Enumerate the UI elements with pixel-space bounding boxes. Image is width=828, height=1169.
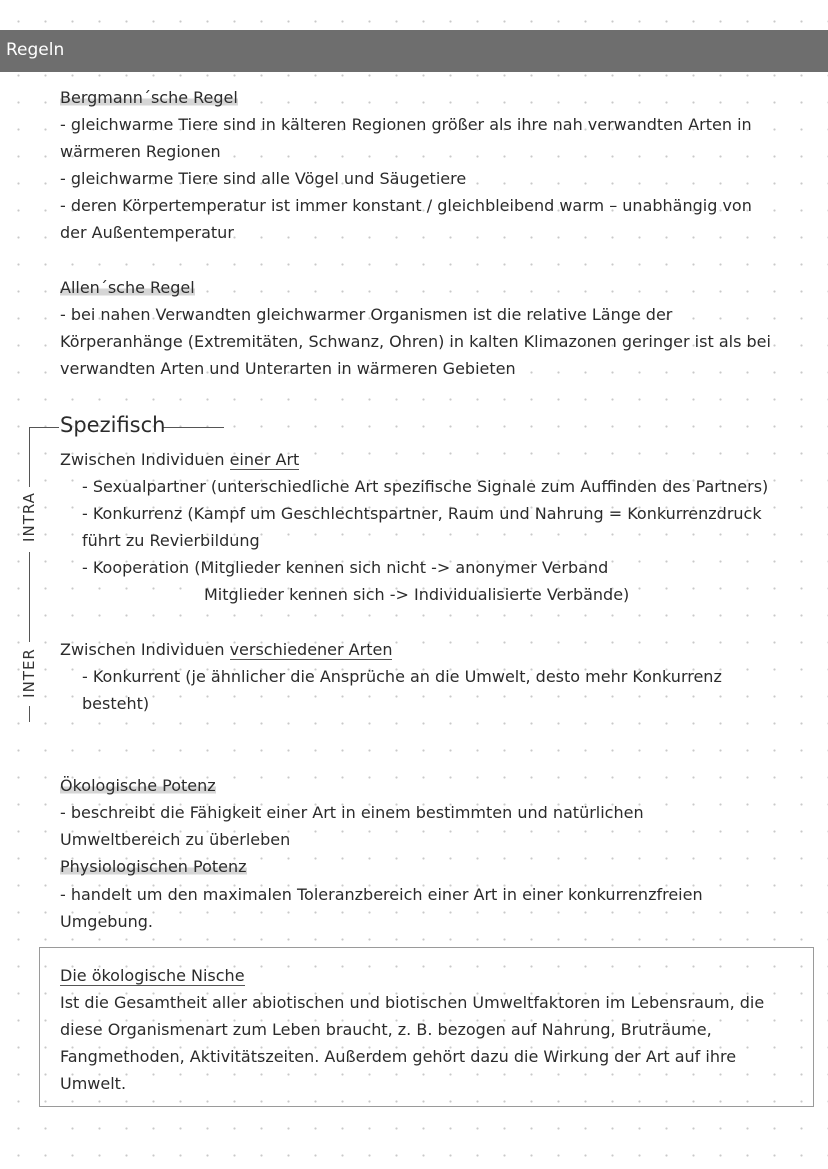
bergmann-line-2: wärmeren Regionen	[60, 142, 221, 161]
phys-potenz-line-1: - handelt um den maximalen Toleranzbereich einer Art in einer konkurrenzfreien	[60, 885, 703, 904]
spezifisch-title: Spezifisch	[60, 413, 166, 437]
nische-title: Die ökologische Nische	[60, 966, 245, 985]
allen-line-3: verwandten Arten und Unterarten in wärmeren Gebieten	[60, 359, 516, 378]
intra-line-5: Mitglieder kennen sich -> Individualisierte Verbände)	[204, 585, 630, 604]
bracket-top-right	[162, 427, 224, 428]
bergmann-line-1: - gleichwarme Tiere sind in kälteren Regionen größer als ihre nah verwandten Arten in	[60, 115, 752, 134]
nische-line-1: Ist die Gesamtheit aller abiotischen und biotischen Umweltfaktoren im Lebensraum, die	[60, 993, 765, 1012]
oeko-potenz-line-2: Umweltbereich zu überleben	[60, 830, 291, 849]
bergmann-line-5: der Außentemperatur	[60, 223, 234, 242]
inter-line-1: - Konkurrent (je ähnlicher die Ansprüche an die Umwelt, desto mehr Konkurrenz	[82, 667, 722, 686]
bergmann-title: Bergmann´sche Regel	[60, 88, 238, 107]
bergmann-line-4: - deren Körpertemperatur ist immer konstant / gleichbleibend warm – unabhängig von	[60, 196, 752, 215]
oeko-potenz-line-1: - beschreibt die Fähigkeit einer Art in einem bestimmten und natürlichen	[60, 803, 644, 822]
intra-line-2: - Konkurrenz (Kampf um Geschlechtspartner, Raum und Nahrung = Konkurrenzdruck	[82, 504, 762, 523]
phys-potenz-line-2: Umgebung.	[60, 912, 153, 931]
bracket-line-lower	[29, 706, 30, 722]
section-title: Regeln	[6, 40, 65, 60]
nische-line-2: diese Organismenart zum Leben braucht, z. B. bezogen auf Nahrung, Bruträume,	[60, 1020, 712, 1039]
allen-title: Allen´sche Regel	[60, 278, 195, 297]
section-header	[0, 30, 828, 72]
intra-line-3: führt zu Revierbildung	[82, 531, 260, 550]
intra-line-4: - Kooperation (Mitglieder kennen sich nicht -> anonymer Verband	[82, 558, 609, 577]
allen-line-1: - bei nahen Verwandten gleichwarmer Organismen ist die relative Länge der	[60, 305, 673, 324]
inter-label: INTER	[20, 648, 38, 698]
bracket-top-left	[29, 427, 59, 428]
intra-line-1: - Sexualpartner (unterschiedliche Art spezifische Signale zum Auffinden des Partners)	[82, 477, 769, 496]
bergmann-line-3: - gleichwarme Tiere sind alle Vögel und Säugetiere	[60, 169, 467, 188]
intra-label: INTRA	[20, 492, 38, 542]
intra-heading: Zwischen Individuen einer Art	[60, 450, 300, 469]
bracket-line-middle	[29, 552, 30, 642]
nische-line-4: Umwelt.	[60, 1074, 127, 1093]
inter-heading: Zwischen Individuen verschiedener Arten	[60, 640, 393, 659]
phys-potenz-title: Physiologischen Potenz	[60, 857, 247, 876]
oeko-potenz-title: Ökologische Potenz	[60, 776, 216, 795]
bracket-line-upper	[29, 427, 30, 487]
allen-line-2: Körperanhänge (Extremitäten, Schwanz, Ohren) in kalten Klimazonen geringer ist als bei	[60, 332, 771, 351]
inter-line-2: besteht)	[82, 694, 150, 713]
nische-line-3: Fangmethoden, Aktivitätszeiten. Außerdem gehört dazu die Wirkung der Art auf ihre	[60, 1047, 737, 1066]
